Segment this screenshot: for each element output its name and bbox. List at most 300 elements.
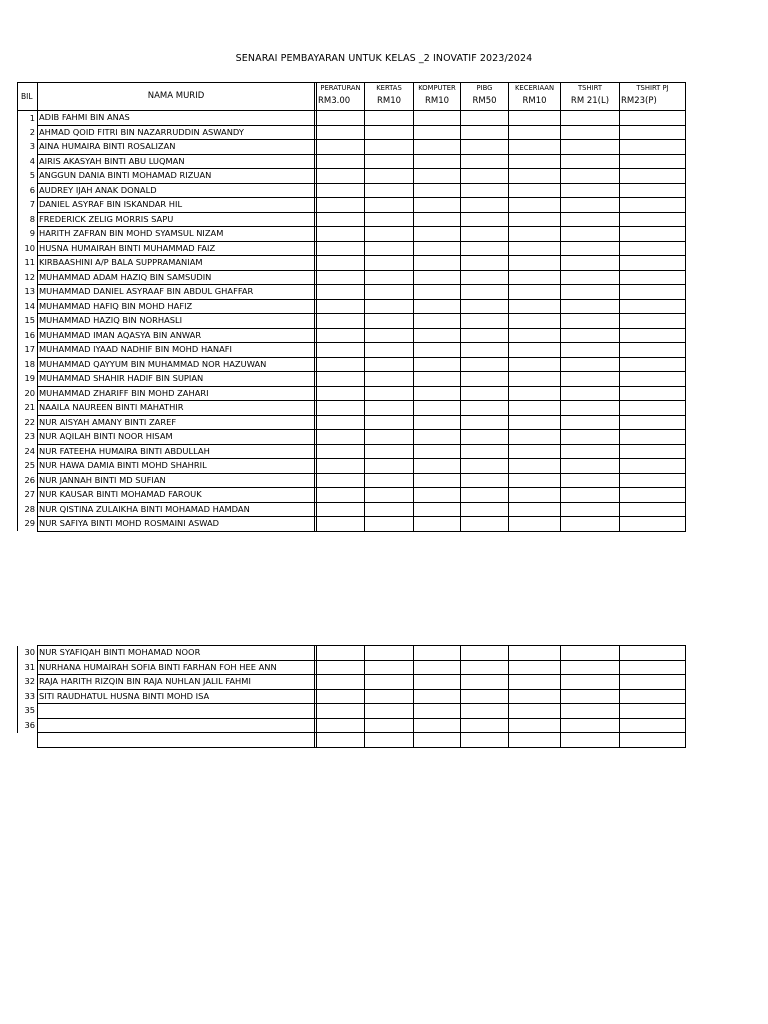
payment-cell[interactable] xyxy=(317,241,365,256)
payment-cell[interactable] xyxy=(561,357,620,372)
payment-cell[interactable] xyxy=(509,357,561,372)
payment-cell[interactable] xyxy=(365,704,414,719)
header-pibg xyxy=(461,83,509,111)
header-col-price: RM 21(L) xyxy=(570,96,610,106)
payment-cell[interactable] xyxy=(620,299,686,314)
payment-cell[interactable] xyxy=(561,517,620,532)
payment-cell[interactable] xyxy=(317,718,365,733)
payment-cell[interactable] xyxy=(561,675,620,690)
payment-cell[interactable] xyxy=(414,299,461,314)
payment-cell[interactable] xyxy=(509,328,561,343)
payment-cell[interactable] xyxy=(561,328,620,343)
payment-cell[interactable] xyxy=(620,675,686,690)
payment-cell[interactable] xyxy=(461,125,509,140)
student-number: 21 xyxy=(18,401,38,416)
payment-cell[interactable] xyxy=(414,444,461,459)
payment-cell[interactable] xyxy=(509,169,561,184)
payment-cell[interactable] xyxy=(509,270,561,285)
payment-cell[interactable] xyxy=(461,386,509,401)
payment-cell[interactable] xyxy=(461,169,509,184)
payment-cell[interactable] xyxy=(461,154,509,169)
payment-cell[interactable] xyxy=(365,415,414,430)
payment-cell[interactable] xyxy=(461,343,509,358)
payment-cell[interactable] xyxy=(620,517,686,532)
payment-cell[interactable] xyxy=(509,488,561,503)
payment-cell[interactable] xyxy=(509,646,561,661)
payment-cell[interactable] xyxy=(620,386,686,401)
payment-cell[interactable] xyxy=(365,198,414,213)
payment-cell[interactable] xyxy=(561,270,620,285)
student-name: NUR HAWA DAMIA BINTI MOHD SHAHRIL xyxy=(38,459,315,474)
payment-cell[interactable] xyxy=(365,502,414,517)
payment-cell[interactable] xyxy=(561,154,620,169)
payment-cell[interactable] xyxy=(414,343,461,358)
header-col-price: RM10 xyxy=(376,96,402,106)
payment-cell[interactable] xyxy=(461,328,509,343)
payment-cell[interactable] xyxy=(620,444,686,459)
payment-cell[interactable] xyxy=(365,459,414,474)
payment-cell[interactable] xyxy=(414,401,461,416)
payment-cell[interactable] xyxy=(461,444,509,459)
payment-cell[interactable] xyxy=(509,444,561,459)
payment-cell[interactable] xyxy=(620,256,686,271)
payment-cell[interactable] xyxy=(461,689,509,704)
payment-cell[interactable] xyxy=(317,733,365,748)
payment-cell[interactable] xyxy=(365,733,414,748)
student-row xyxy=(18,430,686,445)
payment-cell[interactable] xyxy=(509,459,561,474)
student-number: 26 xyxy=(18,473,38,488)
payment-cell[interactable] xyxy=(620,415,686,430)
payment-cell[interactable] xyxy=(365,430,414,445)
payment-cell[interactable] xyxy=(509,704,561,719)
payment-cell[interactable] xyxy=(414,256,461,271)
payment-cell[interactable] xyxy=(414,473,461,488)
payment-cell[interactable] xyxy=(414,646,461,661)
student-name: MUHAMMAD IMAN AQASYA BIN ANWAR xyxy=(38,328,315,343)
payment-cell[interactable] xyxy=(461,111,509,126)
payment-cell[interactable] xyxy=(414,415,461,430)
payment-cell[interactable] xyxy=(620,212,686,227)
payment-cell[interactable] xyxy=(509,299,561,314)
payment-cell[interactable] xyxy=(620,430,686,445)
payment-cell[interactable] xyxy=(317,488,365,503)
payment-cell[interactable] xyxy=(509,227,561,242)
payment-cell[interactable] xyxy=(509,154,561,169)
student-number: 24 xyxy=(18,444,38,459)
payment-cell[interactable] xyxy=(561,386,620,401)
payment-cell[interactable] xyxy=(414,227,461,242)
payment-cell[interactable] xyxy=(461,372,509,387)
payment-cell[interactable] xyxy=(461,733,509,748)
payment-cell[interactable] xyxy=(561,415,620,430)
student-number: 33 xyxy=(18,689,38,704)
payment-cell[interactable] xyxy=(317,328,365,343)
payment-cell[interactable] xyxy=(365,154,414,169)
student-name: AINA HUMAIRA BINTI ROSALIZAN xyxy=(38,140,315,155)
payment-cell[interactable] xyxy=(317,401,365,416)
payment-cell[interactable] xyxy=(620,459,686,474)
payment-cell[interactable] xyxy=(317,285,365,300)
payment-cell[interactable] xyxy=(414,430,461,445)
student-number: 35 xyxy=(18,704,38,719)
payment-cell[interactable] xyxy=(317,386,365,401)
payment-cell[interactable] xyxy=(620,140,686,155)
payment-cell[interactable] xyxy=(620,733,686,748)
payment-cell[interactable] xyxy=(414,372,461,387)
payment-cell[interactable] xyxy=(509,343,561,358)
payment-cell[interactable] xyxy=(561,372,620,387)
payment-cell[interactable] xyxy=(317,183,365,198)
payment-cell[interactable] xyxy=(414,660,461,675)
payment-cell[interactable] xyxy=(561,733,620,748)
payment-cell[interactable] xyxy=(414,183,461,198)
student-name xyxy=(38,718,315,733)
payment-cell[interactable] xyxy=(414,704,461,719)
payment-cell[interactable] xyxy=(365,125,414,140)
payment-cell[interactable] xyxy=(317,314,365,329)
payment-cell[interactable] xyxy=(414,198,461,213)
student-name xyxy=(38,704,315,719)
student-number: 1 xyxy=(18,111,38,126)
payment-cell[interactable] xyxy=(561,660,620,675)
payment-cell[interactable] xyxy=(509,473,561,488)
payment-cell[interactable] xyxy=(561,241,620,256)
payment-cell[interactable] xyxy=(620,241,686,256)
payment-cell[interactable] xyxy=(561,718,620,733)
header-komputer xyxy=(414,83,461,111)
payment-cell[interactable] xyxy=(414,502,461,517)
payment-cell[interactable] xyxy=(461,212,509,227)
payment-cell[interactable] xyxy=(414,675,461,690)
payment-cell[interactable] xyxy=(365,299,414,314)
payment-cell[interactable] xyxy=(620,198,686,213)
student-name: MUHAMMAD DANIEL ASYRAAF BIN ABDUL GHAFFAR xyxy=(38,285,315,300)
payment-cell[interactable] xyxy=(317,372,365,387)
student-number: 28 xyxy=(18,502,38,517)
payment-cell[interactable] xyxy=(414,125,461,140)
payment-cell[interactable] xyxy=(414,733,461,748)
student-name: AHMAD QOID FITRI BIN NAZARRUDDIN ASWANDY xyxy=(38,125,315,140)
payment-cell[interactable] xyxy=(561,169,620,184)
payment-cell[interactable] xyxy=(509,241,561,256)
student-number: 29 xyxy=(18,517,38,532)
payment-cell[interactable] xyxy=(620,183,686,198)
student-name: NUR SAFIYA BINTI MOHD ROSMAINI ASWAD xyxy=(38,517,315,532)
payment-cell[interactable] xyxy=(365,372,414,387)
student-row xyxy=(18,285,686,300)
payment-cell[interactable] xyxy=(461,198,509,213)
payment-cell[interactable] xyxy=(461,718,509,733)
payment-cell[interactable] xyxy=(461,299,509,314)
payment-cell[interactable] xyxy=(414,285,461,300)
payment-cell[interactable] xyxy=(620,473,686,488)
payment-cell[interactable] xyxy=(461,517,509,532)
student-name: MUHAMMAD HAZIQ BIN NORHASLI xyxy=(38,314,315,329)
payment-cell[interactable] xyxy=(317,227,365,242)
payment-cell[interactable] xyxy=(317,111,365,126)
payment-cell[interactable] xyxy=(620,314,686,329)
payment-cell[interactable] xyxy=(461,704,509,719)
payment-cell[interactable] xyxy=(461,357,509,372)
payment-cell[interactable] xyxy=(461,183,509,198)
payment-cell[interactable] xyxy=(461,502,509,517)
payment-cell[interactable] xyxy=(317,689,365,704)
payment-cell[interactable] xyxy=(561,646,620,661)
payment-cell[interactable] xyxy=(365,444,414,459)
student-row xyxy=(18,256,686,271)
payment-cell[interactable] xyxy=(317,517,365,532)
payment-cell[interactable] xyxy=(509,401,561,416)
payment-cell[interactable] xyxy=(414,212,461,227)
payment-cell[interactable] xyxy=(620,328,686,343)
payment-cell[interactable] xyxy=(620,488,686,503)
payment-cell[interactable] xyxy=(365,517,414,532)
payment-cell[interactable] xyxy=(620,111,686,126)
student-row xyxy=(18,444,686,459)
payment-cell[interactable] xyxy=(317,270,365,285)
payment-cell[interactable] xyxy=(509,733,561,748)
payment-cell[interactable] xyxy=(561,314,620,329)
payment-cell[interactable] xyxy=(509,689,561,704)
payment-cell[interactable] xyxy=(414,314,461,329)
payment-cell[interactable] xyxy=(365,718,414,733)
payment-cell[interactable] xyxy=(317,660,365,675)
payment-cell[interactable] xyxy=(317,675,365,690)
payment-cell[interactable] xyxy=(509,125,561,140)
payment-cell[interactable] xyxy=(317,343,365,358)
payment-cell[interactable] xyxy=(509,183,561,198)
student-row xyxy=(18,111,686,126)
payment-cell[interactable] xyxy=(317,430,365,445)
student-row xyxy=(18,660,686,675)
payment-cell[interactable] xyxy=(365,343,414,358)
student-name: SITI RAUDHATUL HUSNA BINTI MOHD ISA xyxy=(38,689,315,704)
payment-cell[interactable] xyxy=(317,415,365,430)
payment-cell[interactable] xyxy=(414,270,461,285)
payment-cell[interactable] xyxy=(461,430,509,445)
payment-cell[interactable] xyxy=(317,502,365,517)
payment-cell[interactable] xyxy=(317,299,365,314)
payment-cell[interactable] xyxy=(317,154,365,169)
payment-cell[interactable] xyxy=(317,473,365,488)
student-row xyxy=(18,502,686,517)
student-number: 12 xyxy=(18,270,38,285)
payment-cell[interactable] xyxy=(317,256,365,271)
payment-cell[interactable] xyxy=(561,502,620,517)
payment-cell[interactable] xyxy=(620,689,686,704)
payment-cell[interactable] xyxy=(317,357,365,372)
payment-cell[interactable] xyxy=(561,299,620,314)
payment-cell[interactable] xyxy=(461,227,509,242)
payment-cell[interactable] xyxy=(509,415,561,430)
payment-cell[interactable] xyxy=(317,169,365,184)
payment-cell[interactable] xyxy=(317,212,365,227)
student-name: MUHAMMAD ADAM HAZIQ BIN SAMSUDIN xyxy=(38,270,315,285)
payment-cell[interactable] xyxy=(620,646,686,661)
student-name: NUR AQILAH BINTI NOOR HISAM xyxy=(38,430,315,445)
payment-cell[interactable] xyxy=(365,401,414,416)
student-name: FREDERICK ZELIG MORRIS SAPU xyxy=(38,212,315,227)
payment-cell[interactable] xyxy=(461,285,509,300)
payment-cell[interactable] xyxy=(317,140,365,155)
payment-cell[interactable] xyxy=(509,198,561,213)
student-number: 19 xyxy=(18,372,38,387)
payment-cell[interactable] xyxy=(461,401,509,416)
payment-cell[interactable] xyxy=(461,270,509,285)
payment-cell[interactable] xyxy=(620,125,686,140)
payment-cell[interactable] xyxy=(365,660,414,675)
student-row xyxy=(18,517,686,532)
payment-cell[interactable] xyxy=(461,660,509,675)
payment-cell[interactable] xyxy=(414,140,461,155)
payment-cell[interactable] xyxy=(509,372,561,387)
payment-cell[interactable] xyxy=(461,415,509,430)
payment-cell[interactable] xyxy=(509,517,561,532)
payment-cell[interactable] xyxy=(414,718,461,733)
payment-cell[interactable] xyxy=(461,314,509,329)
payment-cell[interactable] xyxy=(317,704,365,719)
payment-cell[interactable] xyxy=(365,285,414,300)
payment-cell[interactable] xyxy=(365,646,414,661)
payment-cell[interactable] xyxy=(620,270,686,285)
student-name: AIRIS AKASYAH BINTI ABU LUQMAN xyxy=(38,154,315,169)
payment-cell[interactable] xyxy=(561,183,620,198)
header-nama-murid: NAMA MURID xyxy=(38,83,315,111)
payment-cell[interactable] xyxy=(365,689,414,704)
payment-cell[interactable] xyxy=(509,386,561,401)
payment-cell[interactable] xyxy=(509,111,561,126)
payment-cell[interactable] xyxy=(620,154,686,169)
payment-cell[interactable] xyxy=(461,140,509,155)
payment-cell[interactable] xyxy=(414,517,461,532)
payment-cell[interactable] xyxy=(561,285,620,300)
payment-cell[interactable] xyxy=(461,459,509,474)
payment-cell[interactable] xyxy=(509,314,561,329)
student-name: RAJA HARITH RIZQIN BIN RAJA NUHLAN JALIL FAHMI xyxy=(38,675,315,690)
payment-cell[interactable] xyxy=(365,675,414,690)
payment-cell[interactable] xyxy=(509,718,561,733)
payment-cell[interactable] xyxy=(620,401,686,416)
payment-cell[interactable] xyxy=(414,459,461,474)
payment-cell[interactable] xyxy=(365,140,414,155)
student-number: 8 xyxy=(18,212,38,227)
payment-cell[interactable] xyxy=(461,241,509,256)
page-title: SENARAI PEMBAYARAN UNTUK KELAS _2 INOVATIF 2023/2024 xyxy=(235,53,533,64)
payment-cell[interactable] xyxy=(317,198,365,213)
payment-cell[interactable] xyxy=(561,689,620,704)
payment-cell[interactable] xyxy=(620,502,686,517)
payment-cell[interactable] xyxy=(620,343,686,358)
payment-cell[interactable] xyxy=(509,660,561,675)
payment-cell[interactable] xyxy=(365,473,414,488)
payment-cell[interactable] xyxy=(620,285,686,300)
payment-cell[interactable] xyxy=(461,473,509,488)
payment-cell[interactable] xyxy=(620,660,686,675)
payment-cell[interactable] xyxy=(461,256,509,271)
payment-cell[interactable] xyxy=(317,459,365,474)
payment-cell[interactable] xyxy=(317,125,365,140)
header-col-price: RM50 xyxy=(472,96,497,106)
payment-cell[interactable] xyxy=(414,386,461,401)
payment-cell[interactable] xyxy=(365,183,414,198)
payment-cell[interactable] xyxy=(561,212,620,227)
payment-cell[interactable] xyxy=(414,357,461,372)
payment-cell[interactable] xyxy=(414,169,461,184)
payment-cell[interactable] xyxy=(365,357,414,372)
payment-cell[interactable] xyxy=(561,430,620,445)
payment-cell[interactable] xyxy=(620,227,686,242)
payment-cell[interactable] xyxy=(620,704,686,719)
payment-cell[interactable] xyxy=(561,444,620,459)
payment-cell[interactable] xyxy=(365,212,414,227)
student-row xyxy=(18,169,686,184)
payment-cell[interactable] xyxy=(414,689,461,704)
payment-cell[interactable] xyxy=(414,241,461,256)
payment-cell[interactable] xyxy=(509,285,561,300)
payment-cell[interactable] xyxy=(414,111,461,126)
payment-cell[interactable] xyxy=(365,227,414,242)
payment-cell[interactable] xyxy=(561,473,620,488)
payment-cell[interactable] xyxy=(509,256,561,271)
student-row xyxy=(18,488,686,503)
payment-cell[interactable] xyxy=(365,270,414,285)
payment-cell[interactable] xyxy=(365,314,414,329)
payment-cell[interactable] xyxy=(461,646,509,661)
payment-cell[interactable] xyxy=(414,488,461,503)
payment-cell[interactable] xyxy=(365,111,414,126)
payment-cell[interactable] xyxy=(414,328,461,343)
payment-cell[interactable] xyxy=(620,357,686,372)
payment-cell[interactable] xyxy=(365,328,414,343)
payment-cell[interactable] xyxy=(365,386,414,401)
payment-cell[interactable] xyxy=(561,198,620,213)
payment-cell[interactable] xyxy=(461,488,509,503)
payment-cell[interactable] xyxy=(561,256,620,271)
payment-cell[interactable] xyxy=(365,241,414,256)
payment-cell[interactable] xyxy=(317,444,365,459)
payment-cell[interactable] xyxy=(509,675,561,690)
payment-cell[interactable] xyxy=(561,488,620,503)
payment-cell[interactable] xyxy=(509,212,561,227)
payment-cell[interactable] xyxy=(620,169,686,184)
payment-cell[interactable] xyxy=(620,718,686,733)
payment-cell[interactable] xyxy=(561,125,620,140)
payment-cell[interactable] xyxy=(620,372,686,387)
payment-cell[interactable] xyxy=(561,704,620,719)
student-name: NUR KAUSAR BINTI MOHAMAD FAROUK xyxy=(38,488,315,503)
student-number: 5 xyxy=(18,169,38,184)
payment-cell[interactable] xyxy=(561,459,620,474)
payment-cell[interactable] xyxy=(365,488,414,503)
payment-cell[interactable] xyxy=(461,675,509,690)
payment-cell[interactable] xyxy=(414,154,461,169)
payment-cell[interactable] xyxy=(509,140,561,155)
payment-cell[interactable] xyxy=(561,111,620,126)
payment-cell[interactable] xyxy=(317,646,365,661)
payment-cell[interactable] xyxy=(561,401,620,416)
payment-cell[interactable] xyxy=(561,227,620,242)
payment-cell[interactable] xyxy=(509,502,561,517)
header-kertas xyxy=(365,83,414,111)
payment-cell[interactable] xyxy=(561,140,620,155)
student-name: HARITH ZAFRAN BIN MOHD SYAMSUL NIZAM xyxy=(38,227,315,242)
student-number: 6 xyxy=(18,183,38,198)
payment-cell[interactable] xyxy=(365,256,414,271)
payment-cell[interactable] xyxy=(365,169,414,184)
payment-cell[interactable] xyxy=(561,343,620,358)
payment-cell[interactable] xyxy=(509,430,561,445)
